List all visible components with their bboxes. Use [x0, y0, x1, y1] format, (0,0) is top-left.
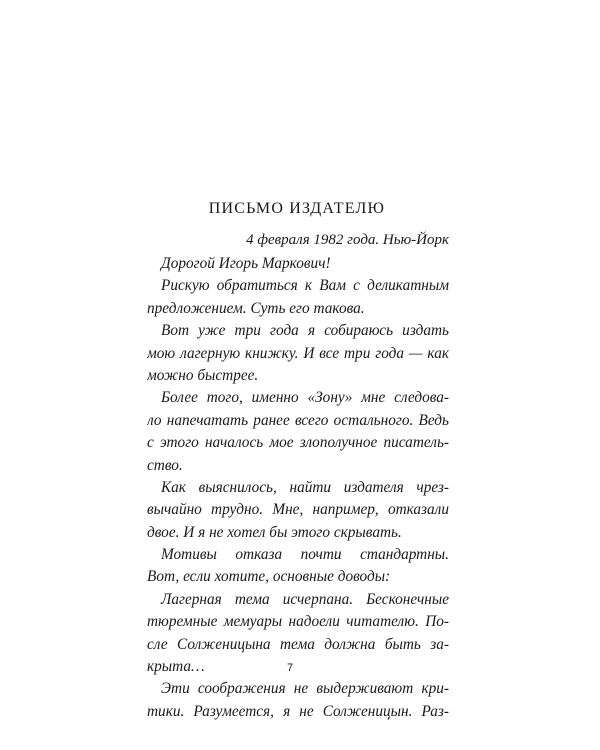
text-line: Мотивы отказа почти стандартны. [161, 546, 449, 564]
text-line: с этого началось мое злополучное писатель- [147, 434, 449, 452]
text-line: вычайно трудно. Мне, например, отказали [147, 501, 449, 519]
text-line: Как выяснилось, найти издателя чрез- [161, 478, 449, 496]
chapter-title: ПИСЬМО ИЗДАТЕЛЮ [208, 200, 386, 217]
text-line: Более того, именно «Зону» мне следова- [161, 389, 449, 407]
letter-body [147, 253, 449, 723]
text-line: тюремные мемуары надоели читателю. По- [147, 613, 449, 631]
text-line: Лагерная тема исчерпана. Бесконечные [161, 590, 449, 608]
page-number: 7 [286, 662, 294, 674]
text-line: ло напечатать ранее всего остального. Ведь [147, 411, 449, 429]
text-line: Эти соображения не выдерживают кри- [161, 680, 449, 698]
text-line: Дорогой Игорь Маркович! [161, 255, 331, 272]
text-line: можно быстрее. [147, 366, 259, 384]
text-line: Вот, если хотите, основные доводы: [147, 568, 391, 586]
text-line: Вот уже три года я собираюсь издать [161, 322, 449, 340]
text-line: Рискую обратиться к Вам с деликатным [161, 277, 449, 295]
text-line: тики. Разумеется, я не Солженицын. Раз- [147, 702, 449, 720]
text-line: ство. [147, 456, 183, 474]
text-line: предложением. Суть его такова. [147, 299, 365, 317]
text-line: сле Солженицына тема должна быть за- [147, 635, 449, 653]
text-line: двое. И я не хотел бы этого скрывать. [147, 523, 402, 541]
letter-dateline: 4 февраля 1982 года. Нью-Йорк [246, 232, 449, 248]
text-line: крыта… [147, 658, 205, 676]
text-line: мою лагерную книжку. И все три года — как [147, 344, 449, 362]
